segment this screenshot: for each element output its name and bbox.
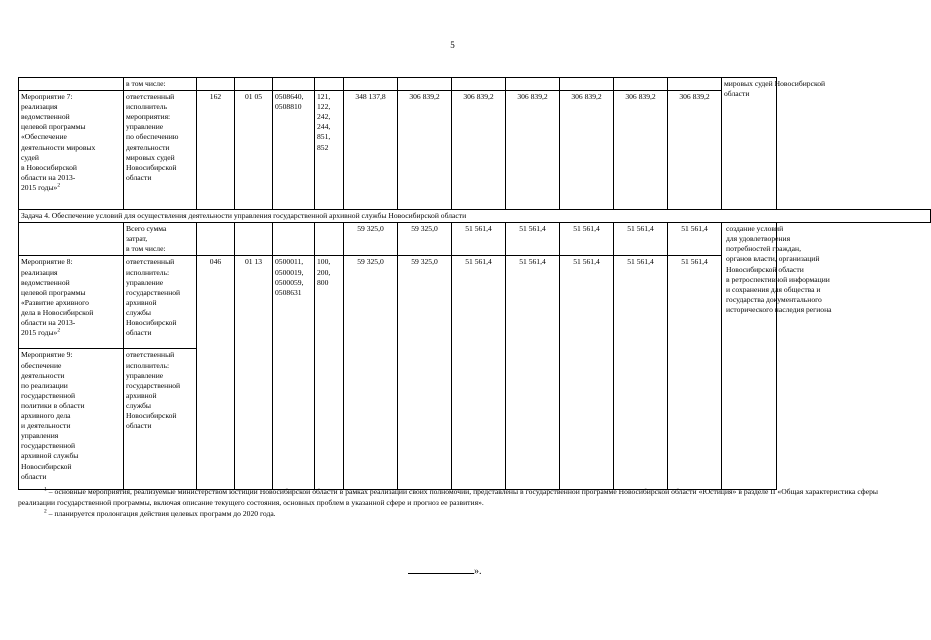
text-line: обеспечение <box>21 360 62 370</box>
cell-csr-measure7 <box>273 91 315 210</box>
cell-value <box>506 78 560 91</box>
text-line: 242, <box>317 112 331 122</box>
cell-value: 51 561,4 <box>614 223 668 256</box>
text-line: архивного дела <box>21 411 71 421</box>
text-line: целевой программы <box>21 122 86 132</box>
text-line: «Обеспечение <box>21 132 67 142</box>
cell-value: 306 839,2 <box>614 91 668 210</box>
text-line: по обеспечению <box>126 132 179 142</box>
text-line: 851, <box>317 132 331 142</box>
cell-value <box>398 78 452 91</box>
text-line: мировых судей Новосибирской <box>724 79 826 88</box>
text-line: 200, <box>317 267 331 277</box>
cell-value: 51 561,4 <box>506 223 560 256</box>
text-line: деятельности <box>126 142 170 152</box>
cell-vr <box>315 223 344 256</box>
table-row-measure7 <box>19 91 931 210</box>
blank-line <box>408 565 474 574</box>
cell-value <box>560 78 614 91</box>
cell-value: 306 839,2 <box>452 91 506 210</box>
text-line <box>21 183 121 193</box>
cell-result-measure7 <box>722 78 826 210</box>
text-line: 800 <box>317 277 329 287</box>
text-line: архивной службы <box>21 451 79 461</box>
text-line: органов власти, организаций <box>726 254 820 264</box>
text-line: архивной <box>126 297 157 307</box>
cell-grbs-measure8: 046 <box>197 256 235 490</box>
text-line: в том числе: <box>126 244 166 254</box>
text-line: деятельности <box>21 370 65 380</box>
budget-table <box>18 77 931 493</box>
text-line: Новосибирской <box>126 411 177 421</box>
table-row-total <box>19 223 931 256</box>
cell-name-measure7 <box>19 91 124 210</box>
text-line: реализация <box>21 267 58 277</box>
cell-value: 59 325,0 <box>398 223 452 256</box>
text-line: целевой программы <box>21 287 86 297</box>
text-line: государства документального <box>726 294 822 304</box>
text-line: политики в области <box>21 400 85 410</box>
text-line: области <box>126 328 152 338</box>
footnote-text: – основные мероприятия, реализуемые министерством юстиции Новосибирской области в рамках реализации своих полномочий, представлены в государственной программе Новосибирской области «Юстиция» в разделе II «Общая характеристика сферы реализации государственной программы, включая описание текущего состояния, основных проблем в указанной сфере и прогноз ее развития». <box>18 487 878 507</box>
text-line: по реализации <box>21 380 68 390</box>
cell-csr-measure8 <box>273 256 315 490</box>
cell-value: 51 561,4 <box>506 256 560 490</box>
cell-value: 51 561,4 <box>668 256 722 490</box>
text-line: затрат, <box>126 234 148 244</box>
cell-value: 51 561,4 <box>452 223 506 256</box>
text-line: и сохранения для общества и <box>726 284 821 294</box>
text-line: государственной <box>21 390 76 400</box>
cell-value <box>614 78 668 91</box>
cell-rzpr <box>235 223 273 256</box>
cell-value: 306 839,2 <box>506 91 560 210</box>
cell-rzpr-measure7: 01 05 <box>235 91 273 210</box>
text-line: исполнитель <box>126 102 168 112</box>
footnote-mark: 2 <box>44 508 47 515</box>
cell-value: 306 839,2 <box>398 91 452 210</box>
cell-value: 306 839,2 <box>560 91 614 210</box>
cell-executor-measure9 <box>124 349 197 490</box>
text-line: 0508631 <box>275 287 302 297</box>
text-line: 0508810 <box>275 102 302 112</box>
text-line: управления <box>21 431 59 441</box>
cell-value: 59 325,0 <box>398 256 452 490</box>
text-line: судей <box>21 152 39 162</box>
cell-value: 51 561,4 <box>560 256 614 490</box>
text-line: деятельности мировых <box>21 142 96 152</box>
text-line <box>21 328 121 338</box>
cell-value: 51 561,4 <box>614 256 668 490</box>
footnote-ref: 2 <box>57 327 61 334</box>
text-line: области на 2013- <box>21 172 76 182</box>
cell-value <box>344 78 398 91</box>
page-number: 5 <box>450 40 455 50</box>
footnote-1 <box>18 486 878 508</box>
text-line: и деятельности <box>21 421 71 431</box>
text-line: управление <box>126 370 164 380</box>
text-line: ответственный <box>126 350 175 360</box>
text-line: ведомственной <box>21 277 70 287</box>
text-line: службы <box>126 307 151 317</box>
cell-name <box>19 78 124 91</box>
cell-value: 59 325,0 <box>344 256 398 490</box>
text-line: Мероприятие 9: <box>21 350 73 360</box>
text-line: Мероприятие 8: <box>21 257 73 267</box>
text-line: мероприятия: <box>126 112 171 122</box>
cell-value: 51 561,4 <box>668 223 722 256</box>
text-line: ответственный <box>126 92 175 102</box>
footnotes <box>18 486 878 519</box>
task4-heading: Задача 4. Обеспечение условий для осуществления деятельности управления государственной архивной службы Новосибирской области <box>19 210 931 223</box>
cell-value: 51 561,4 <box>452 256 506 490</box>
text-line: 0500019, <box>275 267 304 277</box>
cell-name <box>19 223 124 256</box>
cell-vr-measure7 <box>315 91 344 210</box>
text-line: области <box>126 172 152 182</box>
text-line: 100, <box>317 257 331 267</box>
text-line: области <box>21 471 47 481</box>
text-part: 2015 годы» <box>21 328 58 338</box>
text-line: исполнитель: <box>126 360 170 370</box>
cell-rzpr-measure8: 01 13 <box>235 256 273 490</box>
text-line: в ретроспективной информации <box>726 274 830 284</box>
text-line: 0500059, <box>275 277 304 287</box>
cell-vr-measure8 <box>315 256 344 490</box>
text-line: Всего сумма <box>126 224 167 234</box>
cell-name-measure8 <box>19 256 124 349</box>
cell-value <box>452 78 506 91</box>
footnote-text: – планируется пролонгация действия целевых программ до 2020 года. <box>48 509 276 518</box>
cell-value: 51 561,4 <box>560 223 614 256</box>
text-line: управление <box>126 277 164 287</box>
text-line: службы <box>126 400 151 410</box>
cell-executor: в том числе: <box>124 78 197 91</box>
footnote-2 <box>18 508 878 519</box>
text-part: 2015 годы» <box>21 182 58 192</box>
footnote-mark: 1 <box>44 486 47 493</box>
text-line: ответственный <box>126 257 175 267</box>
text-line: мировых судей <box>126 152 175 162</box>
cell-name-measure9 <box>19 349 124 493</box>
text-line: потребностей граждан, <box>726 244 801 254</box>
text-line: для удовлетворения <box>726 234 791 244</box>
text-line: дела в Новосибирской <box>21 307 94 317</box>
cell-total-label <box>124 223 197 256</box>
text-line: «Развитие архивного <box>21 297 89 307</box>
closing-mark <box>408 565 482 577</box>
cell-rzpr <box>235 78 273 91</box>
text-line: Новосибирской <box>21 461 72 471</box>
text-line: области <box>126 421 152 431</box>
text-line: архивной <box>126 390 157 400</box>
text-line: Мероприятие 7: <box>21 92 73 102</box>
text-line: реализация <box>21 102 58 112</box>
text-line: исторического наследия региона <box>726 304 832 314</box>
cell-vr <box>315 78 344 91</box>
text-line: государственной <box>126 380 181 390</box>
text-line: Новосибирской области <box>726 264 804 274</box>
text-line: государственной <box>126 287 181 297</box>
text-line: управление <box>126 122 164 132</box>
text-line: 852 <box>317 142 329 152</box>
text-line: 122, <box>317 102 331 112</box>
text-line: 121, <box>317 92 331 102</box>
cell-value: 306 839,2 <box>668 91 722 210</box>
cell-grbs <box>197 223 235 256</box>
text-line: области на 2013- <box>21 318 76 328</box>
cell-value: 348 137,8 <box>344 91 398 210</box>
text-line: области <box>724 89 750 99</box>
text-line: Новосибирской <box>126 318 177 328</box>
table-row-continuation <box>19 78 931 91</box>
text-line: ведомственной <box>21 112 70 122</box>
text-line: создание условий <box>726 224 784 234</box>
closing-quote: ». <box>474 566 482 577</box>
cell-value <box>668 78 722 91</box>
cell-executor-measure7 <box>124 91 197 210</box>
cell-executor-measure8 <box>124 256 197 349</box>
text-line: исполнитель: <box>126 267 170 277</box>
footnote-ref: 2 <box>57 182 61 189</box>
text-line: 244, <box>317 122 331 132</box>
cell-grbs <box>197 78 235 91</box>
text-line: Новосибирской <box>126 162 177 172</box>
cell-grbs-measure7: 162 <box>197 91 235 210</box>
text-line: в Новосибирской <box>21 162 77 172</box>
cell-csr <box>273 223 315 256</box>
text-line: государственной <box>21 441 76 451</box>
cell-value: 59 325,0 <box>344 223 398 256</box>
text-line: 0508640, <box>275 92 304 102</box>
cell-csr <box>273 78 315 91</box>
table-row-task4 <box>19 210 931 223</box>
text-line: 0500011, <box>275 257 304 267</box>
cell-result-task4 <box>722 223 832 490</box>
